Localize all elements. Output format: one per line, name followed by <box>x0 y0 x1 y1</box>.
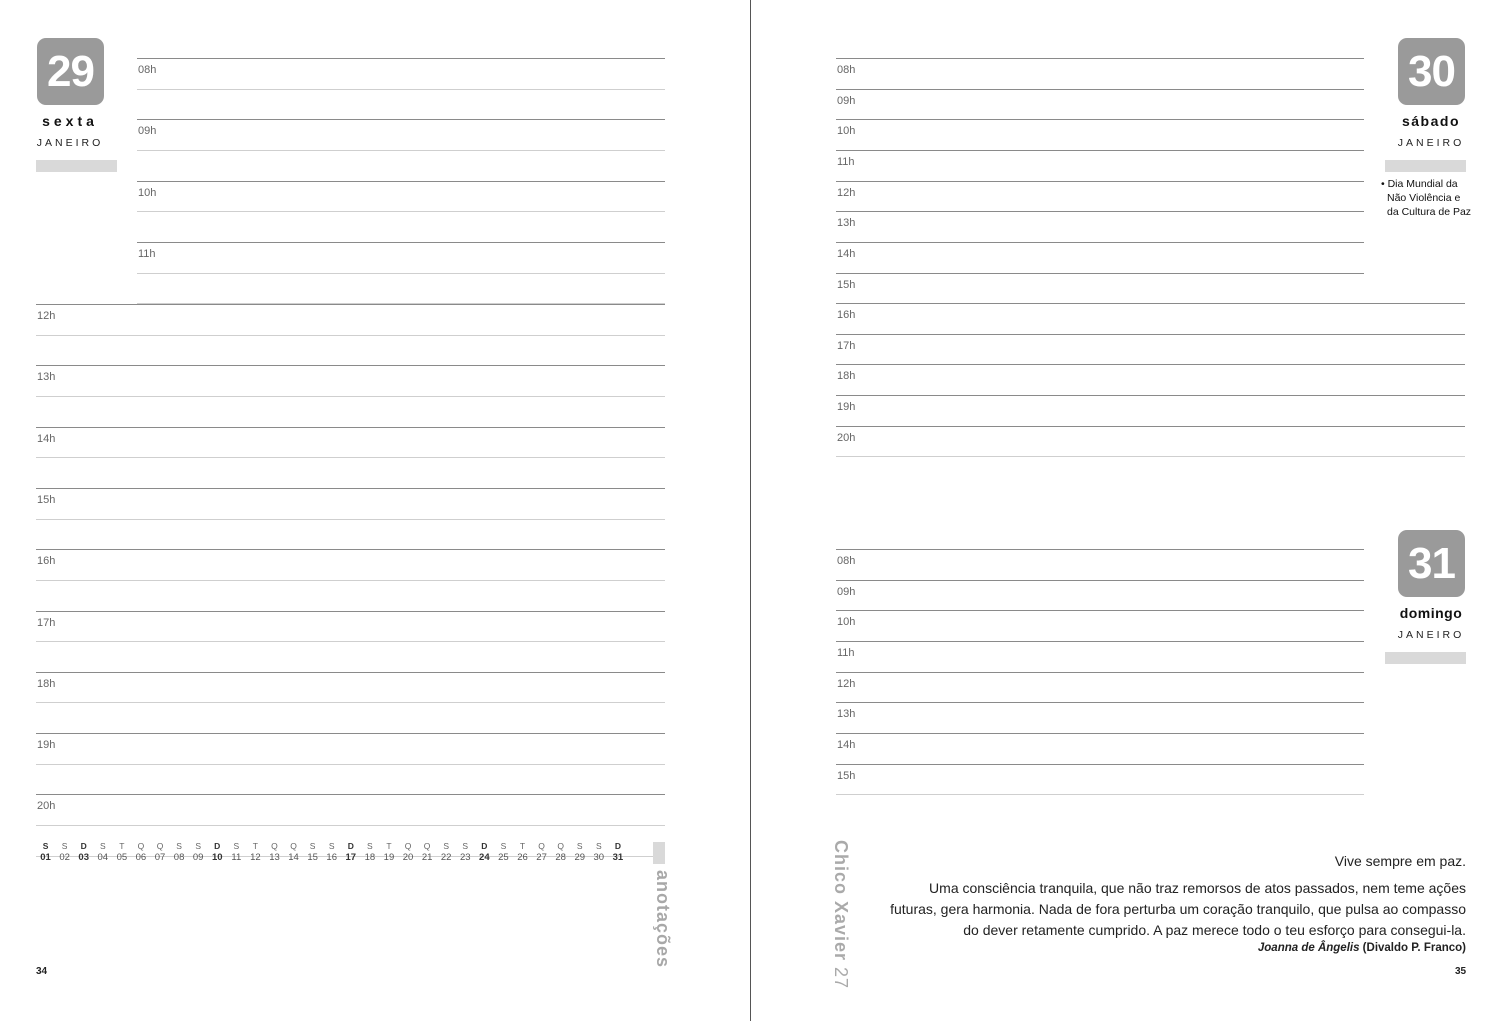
hour-slot[interactable] <box>36 794 665 826</box>
calendar-date: 26 <box>517 852 528 863</box>
hour-slot[interactable] <box>836 303 1465 335</box>
calendar-weekday: S <box>99 841 106 851</box>
calendar-date: 13 <box>269 852 280 863</box>
hour-slot[interactable] <box>36 549 665 581</box>
calendar-weekday: S <box>61 841 68 851</box>
calendar-day[interactable] <box>170 841 189 863</box>
calendar-date: 11 <box>231 852 242 863</box>
calendar-day[interactable] <box>551 841 570 863</box>
hour-slot[interactable] <box>36 488 665 520</box>
day-number-badge: 31 <box>1398 530 1465 597</box>
calendar-weekday: T <box>252 841 258 851</box>
calendar-weekday: S <box>328 841 335 851</box>
hour-slot[interactable] <box>836 395 1465 427</box>
calendar-weekday: S <box>500 841 507 851</box>
hour-slot[interactable] <box>836 58 1364 90</box>
calendar-date: 12 <box>250 852 261 863</box>
day-name: domingo <box>1399 605 1463 621</box>
hour-slot[interactable] <box>36 427 665 459</box>
calendar-date: 14 <box>288 852 299 863</box>
calendar-date: 30 <box>593 852 605 863</box>
sidebar-author-label: Chico Xavier 27 <box>831 840 851 990</box>
calendar-weekday: T <box>119 841 125 851</box>
hour-slot[interactable] <box>836 242 1364 274</box>
calendar-date: 07 <box>154 852 166 863</box>
calendar-date: 22 <box>440 852 452 863</box>
calendar-day[interactable] <box>303 841 322 863</box>
hour-slot[interactable] <box>836 641 1364 673</box>
hour-label: 20h <box>37 800 56 813</box>
hour-label: 14h <box>837 247 856 260</box>
half-hour-slot[interactable] <box>36 764 665 796</box>
calendar-date: 29 <box>574 852 586 863</box>
hour-label: 20h <box>837 431 856 444</box>
hour-label: 09h <box>138 125 157 138</box>
hour-label: 18h <box>37 677 56 690</box>
half-hour-slot[interactable] <box>36 457 665 489</box>
hour-slot[interactable] <box>836 89 1364 121</box>
calendar-date: 06 <box>135 852 147 863</box>
calendar-date: 02 <box>59 852 70 863</box>
calendar-date: 31 <box>612 852 624 863</box>
half-hour-slot[interactable] <box>36 396 665 428</box>
hour-label: 15h <box>837 278 856 291</box>
hour-label: 17h <box>837 339 856 352</box>
hour-slot[interactable] <box>36 672 665 704</box>
hour-slot[interactable] <box>137 58 665 90</box>
calendar-date: 01 <box>40 852 51 863</box>
calendar-day[interactable] <box>74 841 93 863</box>
calendar-day[interactable] <box>112 841 131 863</box>
calendar-date: 10 <box>211 852 223 863</box>
calendar-weekday: S <box>195 841 201 851</box>
calendar-day[interactable] <box>418 841 437 863</box>
hour-label: 13h <box>837 708 856 721</box>
hour-slot[interactable] <box>137 119 665 151</box>
half-hour-slot[interactable] <box>36 702 665 734</box>
half-hour-slot[interactable] <box>137 211 665 243</box>
mini-month-calendar <box>36 841 627 863</box>
calendar-day[interactable] <box>341 841 360 863</box>
calendar-weekday: D <box>80 841 87 851</box>
hour-label: 19h <box>37 739 56 752</box>
hour-label: 13h <box>837 217 856 230</box>
half-hour-slot[interactable] <box>36 519 665 551</box>
hour-slot[interactable] <box>36 365 665 397</box>
hour-slot[interactable] <box>836 426 1465 458</box>
calendar-weekday: T <box>519 841 526 851</box>
calendar-day[interactable] <box>55 841 74 863</box>
calendar-day[interactable] <box>246 841 265 863</box>
calendar-date: 09 <box>192 852 204 863</box>
calendar-date: 15 <box>307 852 318 863</box>
calendar-day[interactable] <box>398 841 417 863</box>
hour-label: 12h <box>837 186 856 199</box>
hour-label: 08h <box>837 555 856 567</box>
calendar-day[interactable] <box>513 841 532 863</box>
hour-slot[interactable] <box>836 733 1364 765</box>
calendar-day[interactable] <box>437 841 456 863</box>
hour-slot[interactable] <box>836 181 1364 213</box>
calendar-date: 24 <box>479 852 490 863</box>
calendar-day[interactable] <box>608 841 627 863</box>
hour-slot[interactable] <box>36 733 665 765</box>
hour-label: 08h <box>138 64 157 76</box>
hour-slot[interactable] <box>36 304 665 336</box>
calendar-weekday: S <box>309 841 316 851</box>
half-hour-slot[interactable] <box>36 580 665 612</box>
quote-author: Joanna de Ângelis (Divaldo P. Franco) <box>1257 942 1466 954</box>
calendar-day[interactable] <box>208 841 227 863</box>
hour-label: 18h <box>837 370 856 383</box>
hour-slot[interactable] <box>836 211 1364 243</box>
hour-slot[interactable] <box>137 181 665 213</box>
hour-slot[interactable] <box>836 334 1465 366</box>
calendar-weekday: S <box>176 841 182 851</box>
calendar-date: 28 <box>555 852 566 863</box>
calendar-weekday: Q <box>423 841 431 851</box>
hour-label: 11h <box>837 646 855 659</box>
day-color-bar <box>1385 160 1466 172</box>
calendar-weekday: S <box>367 841 373 851</box>
schedule-end-line <box>836 456 1465 457</box>
calendar-date: 20 <box>402 852 414 863</box>
calendar-date: 03 <box>78 852 89 863</box>
calendar-day[interactable] <box>379 841 398 863</box>
calendar-weekday: S <box>42 841 49 851</box>
hour-slot[interactable] <box>836 273 1364 305</box>
quote-body: Uma consciência tranquila, que não traz remorsos de atos passados, nem teme ações futuras, gera harmonia. Nada de fora perturba um coração tranquilo, que pulsa ao compasso do dever retamente cumprido. A paz merece todo o teu esforço para consegui-la. <box>890 880 1466 938</box>
calendar-weekday: Q <box>271 841 278 851</box>
hour-slot[interactable] <box>137 242 665 274</box>
hour-label: 10h <box>837 125 856 138</box>
calendar-weekday: D <box>481 841 488 851</box>
calendar-weekday: Q <box>557 841 564 851</box>
day-name: sábado <box>1401 113 1460 129</box>
calendar-weekday: S <box>233 841 240 851</box>
half-hour-slot[interactable] <box>137 150 665 182</box>
calendar-date: 27 <box>536 852 547 863</box>
calendar-weekday: D <box>347 841 354 851</box>
calendar-day[interactable] <box>93 841 112 863</box>
calendar-date: 18 <box>364 852 376 863</box>
month-name: JANEIRO <box>1397 137 1465 149</box>
calendar-day[interactable] <box>456 841 475 863</box>
calendar-day[interactable] <box>189 841 208 863</box>
hour-label: 12h <box>37 310 56 322</box>
half-hour-slot[interactable] <box>137 273 665 305</box>
calendar-weekday: S <box>595 841 602 851</box>
calendar-day[interactable] <box>131 841 150 863</box>
calendar-date: 23 <box>459 852 471 863</box>
hour-slot[interactable] <box>36 611 665 643</box>
hour-label: 14h <box>837 738 856 751</box>
calendar-weekday: Q <box>290 841 297 851</box>
calendar-weekday: Q <box>137 841 145 851</box>
page-number: 35 <box>1455 966 1467 977</box>
calendar-day[interactable] <box>322 841 341 863</box>
hour-label: 11h <box>138 247 156 260</box>
month-name: JANEIRO <box>36 137 104 149</box>
hour-label: 12h <box>837 677 856 690</box>
calendar-date: 16 <box>326 852 337 863</box>
half-hour-slot[interactable] <box>36 641 665 673</box>
hour-slot[interactable] <box>836 580 1364 612</box>
calendar-day[interactable] <box>265 841 284 863</box>
calendar-day[interactable] <box>494 841 513 863</box>
hour-slot[interactable] <box>836 672 1364 704</box>
calendar-day[interactable] <box>475 841 494 863</box>
hour-label: 09h <box>837 585 856 598</box>
day-color-bar <box>36 160 117 172</box>
calendar-weekday: Q <box>538 841 545 851</box>
calendar-weekday: S <box>576 841 583 851</box>
calendar-day[interactable] <box>570 841 589 863</box>
calendar-date: 17 <box>345 852 357 863</box>
calendar-date: 19 <box>383 852 395 863</box>
book-spine <box>750 0 751 1021</box>
hour-label: 10h <box>837 616 856 629</box>
hour-label: 17h <box>37 616 56 629</box>
hour-label: 15h <box>37 493 56 506</box>
calendar-date: 05 <box>116 852 128 863</box>
hour-label: 09h <box>837 94 856 107</box>
hour-slot[interactable] <box>836 702 1364 734</box>
calendar-day[interactable] <box>36 841 55 863</box>
calendar-day[interactable] <box>227 841 246 863</box>
calendar-date: 21 <box>421 852 433 863</box>
calendar-day[interactable] <box>150 841 169 863</box>
day-color-bar <box>1385 652 1466 664</box>
hour-label: 15h <box>837 769 856 782</box>
page-number: 34 <box>36 966 48 977</box>
hour-label: 13h <box>37 371 56 384</box>
hour-label: 14h <box>37 432 56 445</box>
calendar-weekday: D <box>614 841 621 851</box>
day-number-badge: 30 <box>1398 38 1465 105</box>
calendar-date: 08 <box>173 852 185 863</box>
calendar-weekday: D <box>214 841 221 851</box>
day-name: sexta <box>42 113 98 129</box>
month-name: JANEIRO <box>1397 629 1465 641</box>
hour-slot[interactable] <box>836 364 1465 396</box>
hour-slot[interactable] <box>836 119 1364 151</box>
notes-marker-bar <box>653 842 665 864</box>
calendar-day[interactable] <box>284 841 303 863</box>
calendar-weekday: S <box>462 841 469 851</box>
calendar-day[interactable] <box>532 841 551 863</box>
calendar-day[interactable] <box>360 841 379 863</box>
calendar-date: 04 <box>97 852 109 863</box>
calendar-day[interactable] <box>589 841 608 863</box>
hour-slot[interactable] <box>836 610 1364 642</box>
hour-label: 08h <box>837 64 856 76</box>
calendar-weekday: T <box>386 841 392 851</box>
hour-label: 16h <box>837 309 856 321</box>
calendar-weekday: Q <box>156 841 164 851</box>
hour-label: 10h <box>138 186 157 199</box>
half-hour-slot[interactable] <box>36 335 665 367</box>
quote-title: Vive sempre em paz. <box>1334 853 1466 869</box>
hour-label: 16h <box>37 555 56 568</box>
holiday-note: • Dia Mundial da Não Violência e da Cultura de Paz <box>1381 178 1472 218</box>
day-number-badge: 29 <box>37 38 104 105</box>
calendar-weekday: S <box>443 841 450 851</box>
hour-label: 19h <box>837 400 856 413</box>
hour-slot[interactable] <box>836 150 1364 182</box>
calendar-weekday: Q <box>404 841 412 851</box>
half-hour-slot[interactable] <box>137 89 665 121</box>
hour-slot[interactable] <box>836 549 1364 581</box>
schedule-end-line <box>836 794 1364 795</box>
calendar-date: 25 <box>498 852 509 863</box>
notes-label: anotações <box>653 870 673 969</box>
hour-slot[interactable] <box>836 764 1364 796</box>
hour-label: 11h <box>837 155 855 168</box>
